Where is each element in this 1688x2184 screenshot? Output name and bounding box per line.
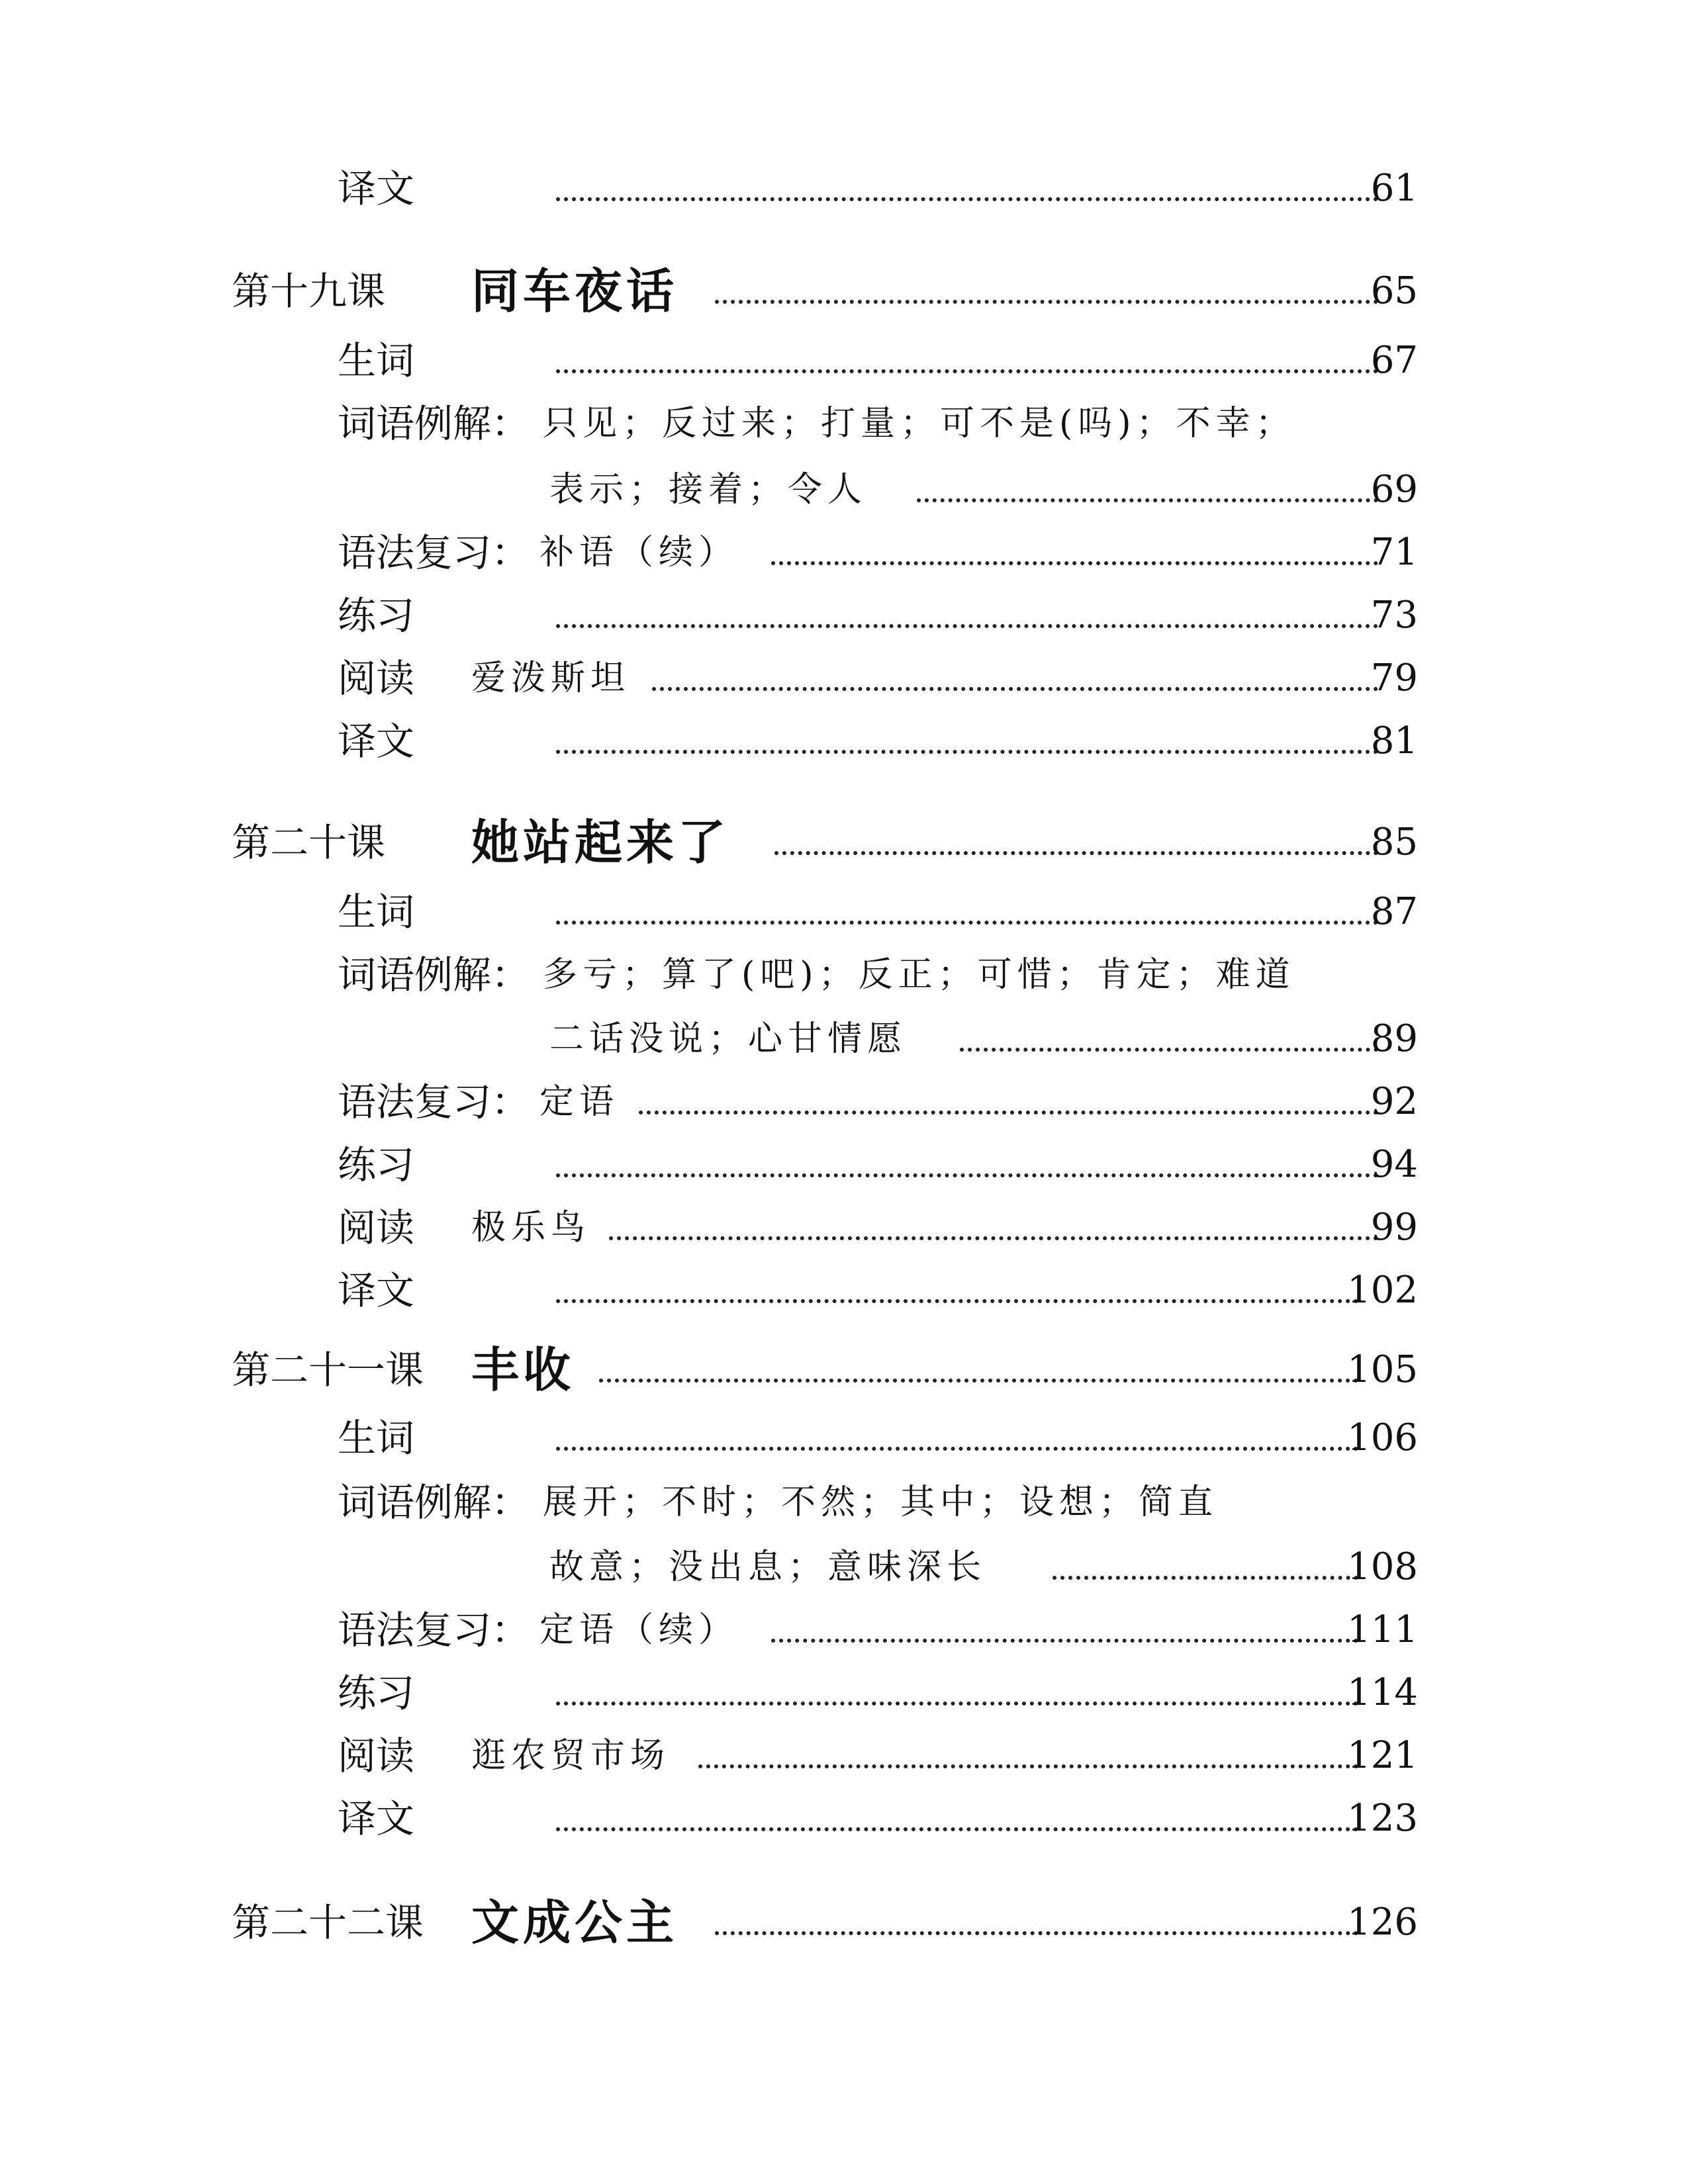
toc-lesson-22[interactable] — [0, 1893, 1688, 1952]
toc-entry-translation[interactable] — [0, 1261, 1688, 1320]
page-number: 89 — [1370, 1017, 1418, 1060]
entry-label: 练习 — [338, 1670, 415, 1715]
lesson-title: 丰收 — [471, 1342, 575, 1398]
toc-entry-examples[interactable] — [0, 1473, 1688, 1532]
entry-text-line1: 只见；反过来；打量；可不是(吗)；不幸； — [543, 404, 1295, 443]
dot-leader — [1053, 1576, 1358, 1580]
toc-entry-reading[interactable] — [0, 1726, 1688, 1786]
entry-label: 译文 — [338, 1796, 415, 1841]
toc-lesson-20[interactable] — [0, 813, 1688, 872]
entry-label: 译文 — [338, 1268, 415, 1313]
entry-label: 语法复习： — [338, 1608, 530, 1653]
toc-entry-reading[interactable] — [0, 1198, 1688, 1257]
entry-label: 阅读 — [338, 1733, 415, 1778]
dot-leader — [652, 687, 1378, 691]
toc-entry-exercise[interactable] — [0, 1663, 1688, 1723]
toc-entry-grammar[interactable] — [0, 523, 1688, 582]
entry-text: 定语 — [539, 1082, 620, 1122]
entry-label: 语法复习： — [338, 1079, 530, 1124]
entry-label: 阅读 — [338, 1205, 415, 1250]
page-number: 105 — [1347, 1348, 1418, 1391]
page-number: 106 — [1347, 1416, 1418, 1459]
lesson-title: 同车夜话 — [471, 263, 679, 319]
dot-leader — [774, 851, 1378, 855]
page-number: 85 — [1370, 821, 1418, 864]
entry-text-line1: 展开；不时；不然；其中；设想；简直 — [543, 1482, 1219, 1522]
page-number: 114 — [1347, 1671, 1418, 1714]
entry-text: 爱泼斯坦 — [471, 659, 631, 698]
lesson-title: 文成公主 — [471, 1894, 679, 1950]
dot-leader — [556, 1827, 1358, 1831]
page-number: 108 — [1347, 1545, 1418, 1588]
dot-leader — [609, 1236, 1378, 1240]
entry-label: 阅读 — [338, 656, 415, 701]
page-number: 92 — [1370, 1080, 1418, 1123]
toc-lesson-19[interactable] — [0, 261, 1688, 321]
page-number: 73 — [1370, 594, 1418, 637]
entry-label: 生词 — [338, 889, 415, 934]
dot-leader — [556, 1173, 1378, 1177]
dot-leader — [556, 1447, 1358, 1451]
entry-text-line1: 多亏；算了(吧)；反正；可惜；肯定；难道 — [543, 955, 1295, 995]
dot-leader — [771, 1639, 1358, 1643]
toc-entry-vocab[interactable] — [0, 331, 1688, 390]
entry-label: 练习 — [338, 1142, 415, 1187]
dot-leader — [917, 498, 1378, 502]
page-number: 99 — [1370, 1206, 1418, 1249]
entry-text: 定语（续） — [539, 1610, 739, 1650]
toc-lesson-21[interactable] — [0, 1340, 1688, 1400]
dot-leader — [771, 561, 1378, 565]
toc-entry-examples[interactable] — [0, 945, 1688, 1005]
page-number: 111 — [1347, 1608, 1418, 1651]
entry-label: 生词 — [338, 1416, 415, 1461]
entry-label: 译文 — [338, 719, 415, 764]
lesson-number: 第二十一课 — [232, 1347, 424, 1392]
entry-label: 词语例解： — [338, 1480, 530, 1525]
page-number: 94 — [1370, 1143, 1418, 1186]
toc-entry-examples-cont[interactable] — [0, 460, 1688, 520]
dot-leader — [715, 1931, 1358, 1935]
dot-leader — [556, 1702, 1358, 1706]
page-number: 65 — [1370, 269, 1418, 312]
page-number: 71 — [1370, 531, 1418, 574]
toc-entry-grammar[interactable] — [0, 1600, 1688, 1660]
dot-leader — [556, 921, 1378, 925]
page-number: 61 — [1370, 167, 1418, 210]
entry-label: 语法复习： — [338, 530, 530, 575]
page-number: 67 — [1370, 339, 1418, 382]
entry-label: 词语例解： — [338, 952, 530, 997]
page-number: 81 — [1370, 719, 1418, 762]
toc-entry-exercise[interactable] — [0, 1135, 1688, 1195]
toc-entry-examples[interactable] — [0, 394, 1688, 453]
toc-entry-vocab[interactable] — [0, 1408, 1688, 1468]
dot-leader — [960, 1048, 1378, 1052]
toc-entry-exercise[interactable] — [0, 586, 1688, 645]
page-number: 121 — [1347, 1734, 1418, 1777]
page-number: 126 — [1347, 1901, 1418, 1944]
lesson-number: 第二十课 — [232, 820, 386, 865]
lesson-number: 第十九课 — [232, 269, 386, 314]
dot-leader — [556, 624, 1378, 628]
dot-leader — [556, 1299, 1358, 1303]
entry-label: 练习 — [338, 593, 415, 638]
dot-leader — [599, 1379, 1358, 1383]
dot-leader — [556, 750, 1378, 754]
page-number: 87 — [1370, 890, 1418, 933]
entry-text: 补语（续） — [539, 533, 739, 572]
lesson-title: 她站起来了 — [471, 814, 730, 870]
page-number: 102 — [1347, 1269, 1418, 1312]
dot-leader — [715, 300, 1378, 304]
entry-text-line2: 二话没说；心甘情愿 — [549, 1019, 908, 1059]
toc-entry-examples-cont[interactable] — [0, 1537, 1688, 1597]
dot-leader — [556, 369, 1378, 373]
toc-entry-translation[interactable] — [0, 711, 1688, 771]
entry-label: 生词 — [338, 338, 415, 383]
entry-text-line2: 表示；接着；令人 — [549, 470, 868, 510]
toc-entry-grammar[interactable] — [0, 1072, 1688, 1132]
entry-text: 逛农贸市场 — [471, 1736, 671, 1776]
page-number: 79 — [1370, 657, 1418, 700]
toc-entry-reading[interactable] — [0, 649, 1688, 708]
toc-entry-vocab[interactable] — [0, 882, 1688, 942]
entry-text: 极乐鸟 — [471, 1208, 591, 1248]
page-number: 69 — [1370, 468, 1418, 511]
toc-entry-translation[interactable] — [0, 159, 1688, 218]
dot-leader — [698, 1764, 1358, 1768]
toc-entry-examples-cont[interactable] — [0, 1009, 1688, 1069]
dot-leader — [639, 1111, 1378, 1115]
dot-leader — [556, 197, 1378, 201]
page-number: 123 — [1347, 1797, 1418, 1840]
toc-entry-translation[interactable] — [0, 1789, 1688, 1848]
entry-text-line2: 故意；没出息；意味深长 — [549, 1547, 987, 1587]
lesson-number: 第二十二课 — [232, 1900, 424, 1945]
entry-label: 词语例解： — [338, 401, 530, 446]
entry-label: 译文 — [338, 166, 415, 211]
